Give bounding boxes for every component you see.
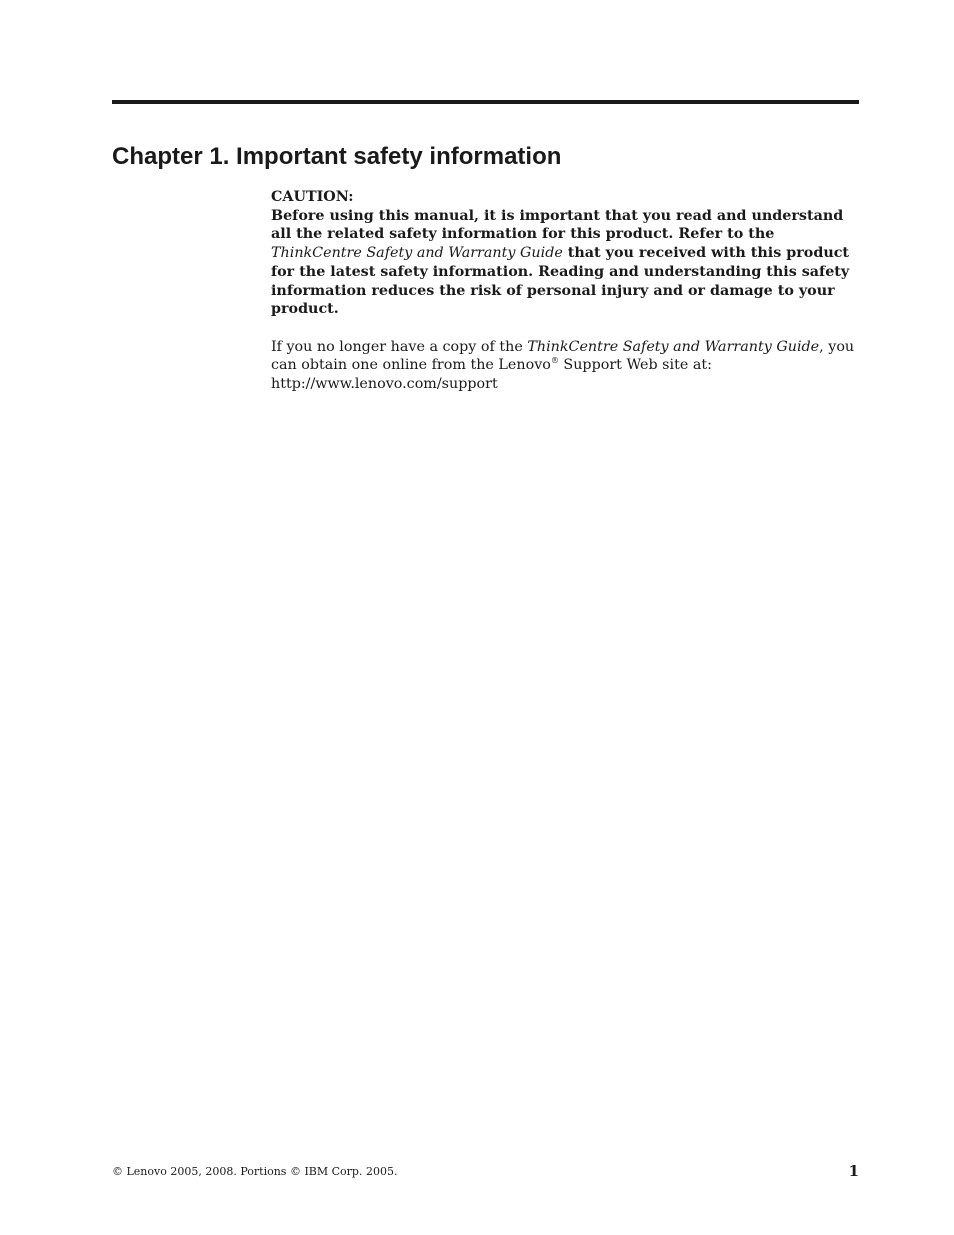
chapter-top-rule: [112, 100, 859, 104]
caution-notice: [271, 207, 863, 319]
copy-note-paragraph: [271, 338, 863, 375]
caution-text-part2: that you received with this product for the latest safety information. Reading and understanding this safety information reduces the risk of personal injury and or damage to your product.: [271, 245, 850, 318]
caution-guide-title: ThinkCentre Safety and Warranty Guide: [271, 245, 563, 262]
copy-note-part2: , you can obtain one online from the Lenovo: [271, 338, 855, 374]
caution-heading: CAUTION:: [271, 189, 354, 205]
page-number: 1: [848, 1162, 859, 1180]
support-url: http://www.lenovo.com/support: [271, 376, 498, 393]
registered-mark: ®: [550, 356, 559, 366]
chapter-body: [271, 188, 863, 394]
footer-copyright: © Lenovo 2005, 2008. Portions © IBM Corp. 2005.: [112, 1165, 398, 1178]
copy-note-part1: If you no longer have a copy of the: [271, 338, 528, 355]
copy-note-guide-title: ThinkCentre Safety and Warranty Guide: [527, 338, 820, 355]
chapter-title: Chapter 1. Important safety information: [112, 143, 562, 170]
caution-text-part1: Before using this manual, it is important that you read and understand all the related safety information for this product. Refer to the: [271, 207, 844, 243]
copy-note-part3: Support Web site at:: [558, 357, 712, 374]
